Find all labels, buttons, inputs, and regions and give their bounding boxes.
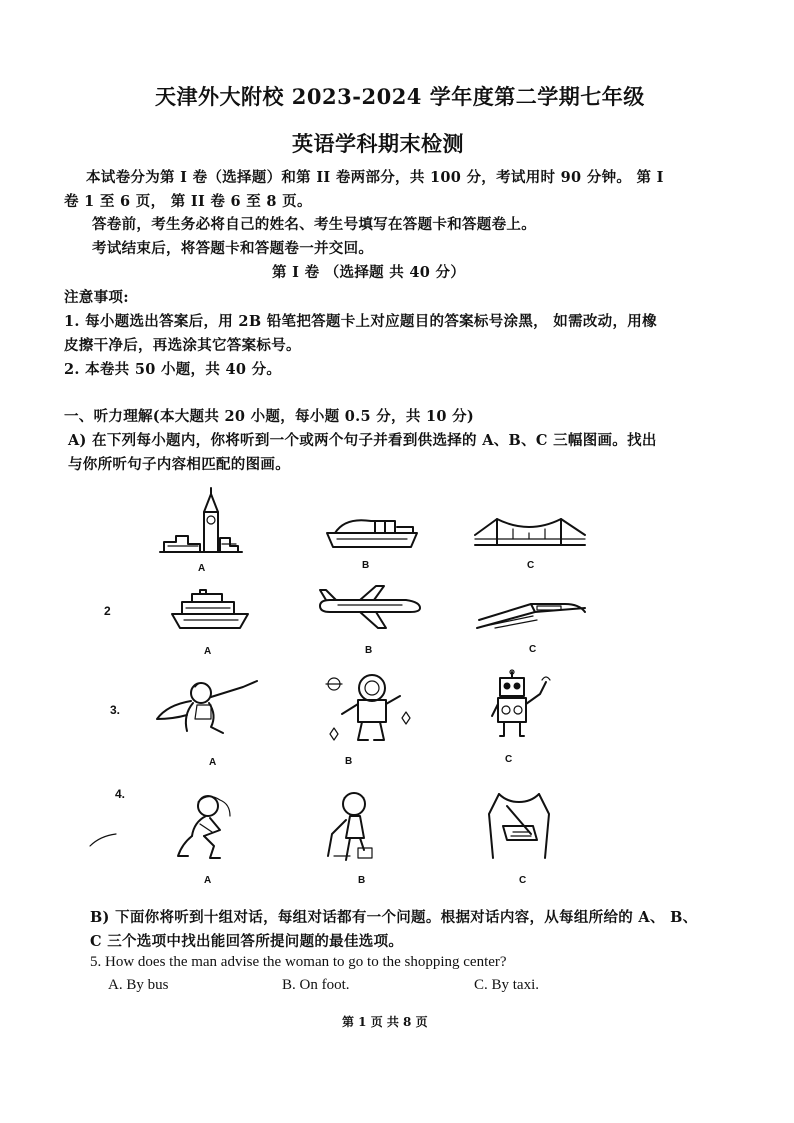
row2-option-c: C <box>529 644 537 655</box>
section-one-heading: 第 I 卷 （选择题 共 40 分） <box>272 264 466 281</box>
stomachache-icon <box>170 792 248 862</box>
part-a-line-1: A) 在下列每小题内，你将听到一个或两个句子并看到供选择的 A、B、C 三幅图画。找出 <box>68 432 657 449</box>
broken-arm-icon <box>483 792 555 860</box>
ferry-boat-icon <box>325 513 419 551</box>
row4-option-a: A <box>204 875 212 886</box>
intro-line-1: 本试卷分为第 I 卷（选择题）和第 II 卷两部分，共 100 分，考试用时 90 分钟。 第 I <box>86 169 664 186</box>
listening-heading: 一、听力理解(本大题共 20 小题，每小题 0.5 分，共 10 分) <box>64 408 475 425</box>
row2-option-a: A <box>204 646 212 657</box>
exam-subtitle: 英语学科期末检测 <box>292 131 464 156</box>
superhero-icon <box>153 675 265 737</box>
injured-leg-icon <box>320 790 384 864</box>
row1-option-c: C <box>527 560 535 571</box>
row3-option-b: B <box>345 756 353 767</box>
astronaut-icon <box>322 670 414 746</box>
row2-option-b: B <box>365 645 373 656</box>
row4-option-b: B <box>358 875 366 886</box>
question-5-text: 5. How does the man advise the woman to go to the shopping center? <box>90 954 507 970</box>
airplane-icon <box>316 584 422 630</box>
intro-line-3: 答卷前，考生务必将自己的姓名、考生号填写在答题卡和答题卷上。 <box>92 216 536 233</box>
bridge-icon <box>473 515 587 551</box>
row3-option-a: A <box>209 757 217 768</box>
note-2: 2. 本卷共 50 小题，共 40 分。 <box>64 361 282 378</box>
row1-option-b: B <box>362 560 370 571</box>
train-icon <box>475 590 587 630</box>
page-number: 第 1 页 共 8 页 <box>342 1015 428 1029</box>
part-a-line-2: 与你所听句子内容相匹配的图画。 <box>68 456 290 473</box>
note-1-line-2: 皮擦干净后，再选涂其它答案标号。 <box>64 337 301 354</box>
row3-option-c: C <box>505 754 513 765</box>
big-ben-icon <box>158 486 244 558</box>
question-5-option-c: C. By taxi. <box>474 977 540 993</box>
pen-stroke-mark <box>88 832 118 848</box>
notes-heading: 注意事项: <box>64 289 129 306</box>
row4-number: 4. <box>115 787 126 801</box>
row3-number: 3. <box>110 703 121 717</box>
question-5-option-a: A. By bus <box>108 977 169 993</box>
intro-line-4: 考试结束后，将答题卡和答题卷一并交回。 <box>92 240 374 257</box>
row2-number: 2 <box>104 604 111 618</box>
part-b-line-1: B) 下面你将听到十组对话，每组对话都有一个问题。根据对话内容，从每组所给的 A、 B、 <box>90 909 698 926</box>
part-b-line-2: C 三个选项中找出能回答所提问题的最佳选项。 <box>90 933 404 950</box>
row1-option-a: A <box>198 563 206 574</box>
row4-option-c: C <box>519 875 527 886</box>
intro-line-2: 卷 1 至 6 页， 第 II 卷 6 至 8 页。 <box>64 193 312 210</box>
cruise-ship-icon <box>170 588 250 632</box>
exam-title: 天津外大附校 2023-2024 学年度第二学期七年级 <box>155 84 645 109</box>
note-1-line-1: 1. 每小题选出答案后，用 2B 铅笔把答题卡上对应题目的答案标号涂黑， 如需改动，用橡 <box>64 313 657 330</box>
robot-icon <box>490 670 560 744</box>
question-5-option-b: B. On foot. <box>282 977 350 993</box>
